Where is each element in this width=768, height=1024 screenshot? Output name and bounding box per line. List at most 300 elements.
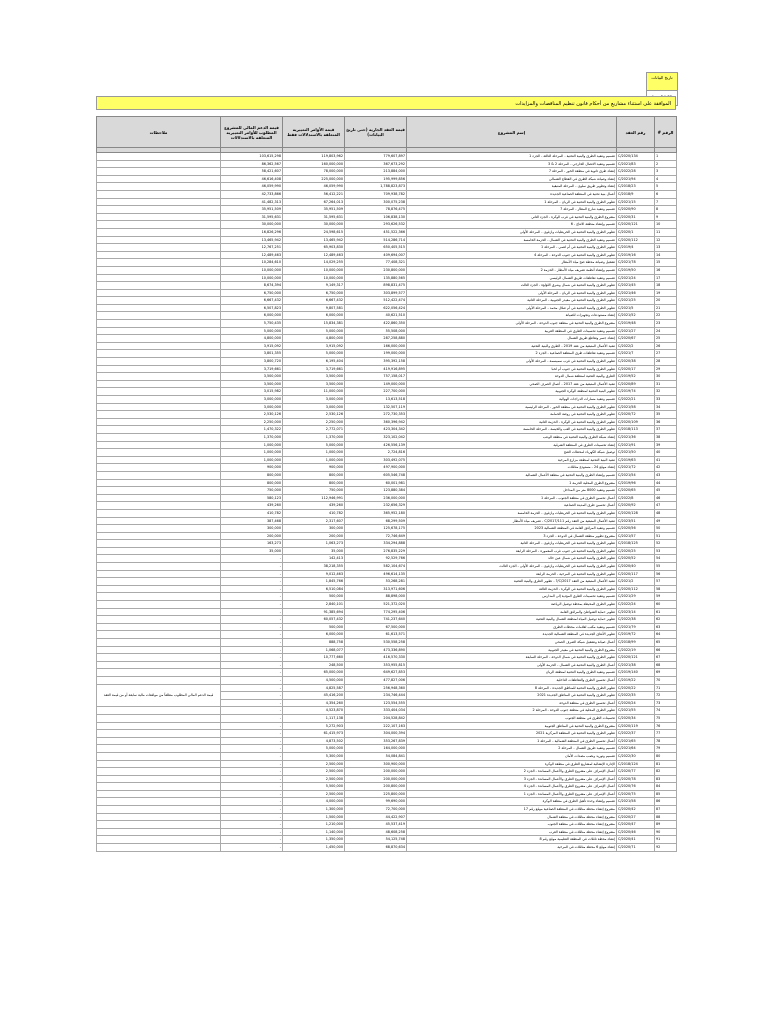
table-row xyxy=(97,228,677,236)
table-row xyxy=(97,160,677,168)
urgent-needs-cell: 3,915,092 xyxy=(283,342,345,350)
notes-cell xyxy=(97,745,221,753)
row-number-cell: 47 xyxy=(655,502,677,510)
project-name-cell: مشروع الطرق المحلية الحزمة 1 xyxy=(407,479,617,487)
row-number-cell: 34 xyxy=(655,403,677,411)
table-row xyxy=(97,289,677,297)
notes-cell xyxy=(97,836,221,844)
row-number-cell: 62 xyxy=(655,616,677,624)
table-row xyxy=(97,684,677,692)
urgent-needs-cell: 142,413 xyxy=(283,555,345,563)
financial-support-cell: - xyxy=(221,578,283,586)
row-number-cell: 67 xyxy=(655,654,677,662)
row-number-cell: 10 xyxy=(655,221,677,229)
contract-ref-cell: C/2021/58 xyxy=(617,403,655,411)
urgent-needs-cell: 2,317,607 xyxy=(283,517,345,525)
financial-support-cell: - xyxy=(221,601,283,609)
notes-cell xyxy=(97,244,221,252)
table-row xyxy=(97,714,677,722)
financial-support-cell: 1,000,000 xyxy=(221,449,283,457)
contract-value-cell: 497,900,000 xyxy=(345,464,407,472)
contract-ref-cell: C/2020/109 xyxy=(617,418,655,426)
table-row xyxy=(97,547,677,555)
header-contract-value: قيمة العقد الجارية (حتى تاريخ البيانات) xyxy=(345,117,407,148)
row-number-cell: 35 xyxy=(655,411,677,419)
contract-value-cell: 227,700,000 xyxy=(345,388,407,396)
contract-ref-cell: C/2018/99 xyxy=(617,639,655,647)
project-name-cell: إنشاء محطة ناقلات في المنطقة التعليمية موقع رقم 8 xyxy=(407,836,617,844)
urgent-needs-cell: 6,000,000 xyxy=(283,312,345,320)
financial-support-cell: 900,000 xyxy=(221,464,283,472)
notes-cell xyxy=(97,608,221,616)
urgent-needs-cell: 5,272,903 xyxy=(283,722,345,730)
contract-value-cell: 422,860,350 xyxy=(345,320,407,328)
notes-cell xyxy=(97,228,221,236)
table-row xyxy=(97,350,677,358)
financial-support-cell: - xyxy=(221,730,283,738)
contract-value-cell: 88,898,000 xyxy=(345,593,407,601)
contract-value-cell: 200,000,000 xyxy=(345,775,407,783)
financial-support-cell: - xyxy=(221,707,283,715)
contract-ref-cell: C/2020/27 xyxy=(617,813,655,821)
notes-cell xyxy=(97,251,221,259)
project-name-cell: تطوير الطرق والبنية التحتية في الريان - المرحلة الأولى xyxy=(407,289,617,297)
urgent-needs-cell: 300,000 xyxy=(283,525,345,533)
financial-support-cell: 300,000 xyxy=(221,525,283,533)
row-number-cell: 65 xyxy=(655,639,677,647)
urgent-needs-cell: 500,000 xyxy=(283,623,345,631)
project-name-cell: إنشاء شبكة الطرق والبنية التحتية في منطقة الوعب xyxy=(407,433,617,441)
project-name-cell: تنفيذ الأعمال المتبقية من العقد رقم C/2017/111 - تصريف مياه الأمطار xyxy=(407,517,617,525)
table-row xyxy=(97,244,677,252)
row-number-cell: 52 xyxy=(655,540,677,548)
notes-cell xyxy=(97,342,221,350)
notes-cell xyxy=(97,175,221,183)
contract-value-cell: 473,336,890 xyxy=(345,646,407,654)
notes-cell xyxy=(97,320,221,328)
urgent-needs-cell: 900,000 xyxy=(283,464,345,472)
contract-ref-cell: C/2022/35 xyxy=(617,692,655,700)
contract-value-cell: 164,000,000 xyxy=(345,745,407,753)
project-name-cell: تصميم وتنفيذ الطرق والبنية التحتية في الشمال - الحزمة الخامسة xyxy=(407,236,617,244)
financial-support-cell: 800,000 xyxy=(221,471,283,479)
contract-value-cell: 409,694,007 xyxy=(345,251,407,259)
project-name-cell: إنشاء طرق ثانوية في منطقة الخور - المرحلة 7 xyxy=(407,168,617,176)
row-number-cell: 25 xyxy=(655,335,677,343)
row-number-cell: 45 xyxy=(655,487,677,495)
financial-support-cell: - xyxy=(221,684,283,692)
contract-value-cell: 423,304,342 xyxy=(345,426,407,434)
contract-value-cell: 125,678,175 xyxy=(345,525,407,533)
contract-ref-cell: C/2020/34 xyxy=(617,714,655,722)
notes-cell xyxy=(97,441,221,449)
contract-ref-cell: C/2018/125 xyxy=(617,540,655,548)
project-name-cell: تطوير الطرق والبنية التحتية في شمال الدوحة - المرحلة السابعة xyxy=(407,654,617,662)
financial-support-cell: - xyxy=(221,676,283,684)
urgent-needs-cell: 439,260 xyxy=(283,502,345,510)
notes-cell xyxy=(97,532,221,540)
notes-cell xyxy=(97,752,221,760)
table-row xyxy=(97,266,677,274)
project-name-cell: مشروع إنشاء محطة مناقلات في منطقة الجنوب xyxy=(407,821,617,829)
urgent-needs-cell: 2,500,000 xyxy=(283,790,345,798)
table-row xyxy=(97,342,677,350)
contract-ref-cell: C/2021/25 xyxy=(617,297,655,305)
contract-ref-cell: C/2021/38 xyxy=(617,661,655,669)
contract-value-cell: 353,955,815 xyxy=(345,661,407,669)
table-row xyxy=(97,403,677,411)
contract-ref-cell: C/2019/48 xyxy=(617,320,655,328)
notes-cell xyxy=(97,646,221,654)
contract-ref-cell: C/2020/47 xyxy=(617,821,655,829)
table-row xyxy=(97,813,677,821)
urgent-needs-cell: 35,951,509 xyxy=(283,206,345,214)
urgent-needs-cell: 2,530,126 xyxy=(283,411,345,419)
contract-value-cell: 132,507,119 xyxy=(345,403,407,411)
financial-support-cell: 1,000,000 xyxy=(221,441,283,449)
table-row xyxy=(97,790,677,798)
notes-cell xyxy=(97,183,221,191)
urgent-needs-cell: 9,149,317 xyxy=(283,282,345,290)
urgent-needs-cell: 1,117,138 xyxy=(283,714,345,722)
urgent-needs-cell: 30,000,000 xyxy=(283,221,345,229)
table-row xyxy=(97,259,677,267)
financial-support-cell: 30,000,000 xyxy=(221,221,283,229)
table-row xyxy=(97,168,677,176)
contract-value-cell: 304,000,394 xyxy=(345,730,407,738)
contract-ref-cell: C/2022/8 xyxy=(617,494,655,502)
financial-support-cell: - xyxy=(221,760,283,768)
contract-ref-cell: C/2021/64 xyxy=(617,745,655,753)
row-number-cell: 32 xyxy=(655,388,677,396)
table-row xyxy=(97,183,677,191)
contract-value-cell: 213,884,000 xyxy=(345,168,407,176)
contract-ref-cell: C/2020/89 xyxy=(617,380,655,388)
financial-support-cell: - xyxy=(221,593,283,601)
table-row xyxy=(97,768,677,776)
urgent-needs-cell: 12,489,463 xyxy=(283,251,345,259)
header-urgent-needs: قيمة الأوامر التغييرية المتعلقة بالاستدلالات فقط xyxy=(283,117,345,148)
contract-value-cell: 200,800,000 xyxy=(345,783,407,791)
urgent-needs-cell: 5,000,000 xyxy=(283,327,345,335)
projects-table xyxy=(96,116,677,852)
contract-ref-cell: C/2021/54 xyxy=(617,471,655,479)
contract-value-cell: 61,613,571 xyxy=(345,631,407,639)
financial-support-cell: 580,123 xyxy=(221,494,283,502)
contract-value-cell: 195,999,856 xyxy=(345,175,407,183)
row-number-cell: 46 xyxy=(655,494,677,502)
contract-ref-cell: C/2021/57 xyxy=(617,532,655,540)
notes-cell xyxy=(97,616,221,624)
project-name-cell: أعمال الطرق والبنية التحتية في الشمال - الحزمة الأولى xyxy=(407,661,617,669)
contract-value-cell: 622,056,424 xyxy=(345,304,407,312)
row-number-cell: 3 xyxy=(655,168,677,176)
project-name-cell: الطرق والبنية التحتية لمنطقة شمال الدوحة xyxy=(407,373,617,381)
urgent-needs-cell: 5,000,000 xyxy=(283,745,345,753)
row-number-cell: 13 xyxy=(655,244,677,252)
contract-value-cell: 54,084,841 xyxy=(345,752,407,760)
notes-cell xyxy=(97,213,221,221)
contract-value-cell: 225,800,000 xyxy=(345,790,407,798)
contract-value-cell: 300,900,000 xyxy=(345,760,407,768)
contract-ref-cell: C/2020/17 xyxy=(617,365,655,373)
notes-cell xyxy=(97,327,221,335)
project-name-cell: تصميم وتوريد ونصب مصدات الأمان xyxy=(407,752,617,760)
notes-cell xyxy=(97,396,221,404)
contract-value-cell: 200,000,000 xyxy=(345,768,407,776)
financial-support-cell: 35,951,509 xyxy=(221,206,283,214)
contract-ref-cell: C/2021/15 xyxy=(617,198,655,206)
header-name: إسم المشروع xyxy=(407,117,617,148)
urgent-needs-cell: 4,873,502 xyxy=(283,737,345,745)
contract-value-cell: 395,392,158 xyxy=(345,358,407,366)
row-number-cell: 68 xyxy=(655,661,677,669)
notes-cell xyxy=(97,661,221,669)
notes-cell xyxy=(97,304,221,312)
row-number-cell: 87 xyxy=(655,806,677,814)
notes-cell xyxy=(97,426,221,434)
row-number-cell: 29 xyxy=(655,365,677,373)
row-number-cell: 15 xyxy=(655,259,677,267)
contract-ref-cell: C/2020/41 xyxy=(617,836,655,844)
contract-ref-cell: C/2019/22 xyxy=(617,676,655,684)
row-number-cell: 64 xyxy=(655,631,677,639)
urgent-needs-cell: 1,370,000 xyxy=(283,433,345,441)
financial-support-cell: 12,489,463 xyxy=(221,251,283,259)
financial-support-cell: 1,470,322 xyxy=(221,426,283,434)
urgent-needs-cell: 2,500,000 xyxy=(283,768,345,776)
contract-ref-cell: C/2018/23 xyxy=(617,183,655,191)
project-name-cell: تطوير الطرق والبنية التحتية في شمال عين خالد xyxy=(407,555,617,563)
financial-support-cell: 10,000,000 xyxy=(221,274,283,282)
contract-ref-cell: C/2021/55 xyxy=(617,707,655,715)
financial-support-cell: - xyxy=(221,844,283,852)
row-number-cell: 40 xyxy=(655,449,677,457)
contract-ref-cell: C/2019/16 xyxy=(617,251,655,259)
financial-support-cell: 5,000,000 xyxy=(221,327,283,335)
row-number-cell: 8 xyxy=(655,206,677,214)
contract-ref-cell: C/2020/72 xyxy=(617,411,655,419)
project-name-cell: تصميم وتنفيذ طريق الشمال - المرحلة 2 xyxy=(407,745,617,753)
contract-value-cell: 92,529,766 xyxy=(345,555,407,563)
notes-cell xyxy=(97,631,221,639)
project-name-cell: تطوير الطرق والبنية التحتية في المنطقة المركزية 2021 xyxy=(407,730,617,738)
financial-support-cell: 387,468 xyxy=(221,517,283,525)
financial-support-cell: - xyxy=(221,699,283,707)
table-row xyxy=(97,312,677,320)
project-name-cell: تطوير الطرق والبنية التحتية في شمال وشرق اللؤلؤة - الجزء الثالث xyxy=(407,282,617,290)
row-number-cell: 5 xyxy=(655,183,677,191)
report-date-label: تاريخ البيانات xyxy=(647,73,677,91)
urgent-needs-cell: 15,834,381 xyxy=(283,320,345,328)
urgent-needs-cell: 6,750,000 xyxy=(283,289,345,297)
table-row xyxy=(97,798,677,806)
project-name-cell: أعمال الإشراف على مشروع الطرق والأعمال المساندة - الجزء 4 xyxy=(407,783,617,791)
financial-support-cell: - xyxy=(221,768,283,776)
urgent-needs-cell: 410,782 xyxy=(283,509,345,517)
financial-support-cell: 439,260 xyxy=(221,502,283,510)
row-number-cell: 26 xyxy=(655,342,677,350)
project-name-cell: إنشاء موقع 24 - مستودع مناقلات xyxy=(407,464,617,472)
table-row xyxy=(97,844,677,852)
urgent-needs-cell: 800,000 xyxy=(283,479,345,487)
project-name-cell: أعمال الإشراف على مشروع الطرق والأعمال المساندة - الجزء 1 xyxy=(407,790,617,798)
contract-value-cell: 365,952,180 xyxy=(345,509,407,517)
urgent-needs-cell: 1,063,273 xyxy=(283,540,345,548)
contract-ref-cell: C/2021/50 xyxy=(617,449,655,457)
notes-cell xyxy=(97,190,221,198)
project-name-cell: تصميم وتنفيذ مكتب لعلامات محطات الطرق xyxy=(407,623,617,631)
notes-cell xyxy=(97,350,221,358)
financial-support-cell: 410,782 xyxy=(221,509,283,517)
project-name-cell: أعمال تحسين طرق المدينة الصناعية xyxy=(407,502,617,510)
urgent-needs-cell: 800,000 xyxy=(283,471,345,479)
contract-value-cell: 67,500,000 xyxy=(345,623,407,631)
table-row xyxy=(97,555,677,563)
contract-ref-cell: C/2019/4 xyxy=(617,244,655,252)
table-row xyxy=(97,418,677,426)
row-number-cell: 78 xyxy=(655,737,677,745)
project-name-cell: تطوير الطرق والبنية التحتية في الوكرة - الحزمة الثالثة xyxy=(407,585,617,593)
financial-support-cell: 8,674,394 xyxy=(221,282,283,290)
project-name-cell: تطوير الطرق والبنية التحتية في منطقة الخور - المرحلة الرئيسية xyxy=(407,403,617,411)
table-row xyxy=(97,282,677,290)
contract-ref-cell: C/2022/21 xyxy=(617,396,655,404)
financial-support-cell: - xyxy=(221,585,283,593)
project-name-cell: تنفيذ الأعمال المتبقية من عقد 2017 - أعمال الصرف الصحي xyxy=(407,380,617,388)
project-name-cell: تطوير الطرق والبنية التحتية في الخريطيات وازغوى - المرحلة الأولى - الجزء الثالث xyxy=(407,563,617,571)
urgent-needs-cell: 1,000,000 xyxy=(283,456,345,464)
notes-cell xyxy=(97,471,221,479)
notes-cell xyxy=(97,790,221,798)
project-name-cell: تطوير الطرق والبنية التحتية في المناطق الجديدة 2021 xyxy=(407,692,617,700)
project-name-cell: تصميم وتنفيذ 8000 متر من المداخل xyxy=(407,487,617,495)
row-number-cell: 70 xyxy=(655,676,677,684)
notes-cell xyxy=(97,487,221,495)
project-name-cell: تطوير الأنفاق الجديدة في المنطقة الشمالية الجديدة xyxy=(407,631,617,639)
notes-cell xyxy=(97,494,221,502)
contract-value-cell: 582,104,674 xyxy=(345,563,407,571)
table-row xyxy=(97,206,677,214)
financial-support-cell: 3,000,000 xyxy=(221,396,283,404)
table-row xyxy=(97,433,677,441)
contract-value-cell: 78,876,475 xyxy=(345,206,407,214)
financial-support-cell: 3,500,000 xyxy=(221,380,283,388)
contract-value-cell: 276,835,229 xyxy=(345,547,407,555)
header-ref: رقم العقد xyxy=(617,117,655,148)
urgent-needs-cell: 225,000,000 xyxy=(283,175,345,183)
table-row xyxy=(97,737,677,745)
contract-value-cell: 313,971,606 xyxy=(345,585,407,593)
table-row xyxy=(97,509,677,517)
row-number-cell: 74 xyxy=(655,707,677,715)
financial-support-cell: 10,284,610 xyxy=(221,259,283,267)
urgent-needs-cell: 1,000,000 xyxy=(283,449,345,457)
financial-support-cell: 2,250,000 xyxy=(221,418,283,426)
urgent-needs-cell: 888,758 xyxy=(283,639,345,647)
table-row xyxy=(97,616,677,624)
urgent-needs-cell: 10,777,660 xyxy=(283,654,345,662)
row-number-cell: 83 xyxy=(655,775,677,783)
contract-ref-cell: C/2020/75 xyxy=(617,790,655,798)
notes-cell xyxy=(97,456,221,464)
row-number-cell: 2 xyxy=(655,160,677,168)
table-row xyxy=(97,836,677,844)
urgent-needs-cell: 24,598,615 xyxy=(283,228,345,236)
table-row xyxy=(97,153,677,161)
notes-cell xyxy=(97,433,221,441)
financial-support-cell: - xyxy=(221,555,283,563)
urgent-needs-cell: 3,500,000 xyxy=(283,380,345,388)
contract-ref-cell: C/2019/140 xyxy=(617,669,655,677)
notes-cell xyxy=(97,585,221,593)
table-header-row xyxy=(97,117,677,148)
notes-cell xyxy=(97,798,221,806)
contract-ref-cell: C/2021/27 xyxy=(617,327,655,335)
urgent-needs-cell: 3,000,000 xyxy=(283,396,345,404)
financial-support-cell: - xyxy=(221,737,283,745)
table-row xyxy=(97,335,677,343)
project-name-cell: الإدارة الإنشائية لمشاريع الطرق في منطقة الوكرة xyxy=(407,760,617,768)
contract-ref-cell: C/2021/91 xyxy=(617,441,655,449)
project-name-cell: تطوير الطرق والبنية التحتية في المرخية - الحزمة الرابعة xyxy=(407,570,617,578)
urgent-needs-cell: 3,000,000 xyxy=(283,403,345,411)
contract-ref-cell: C/2021/94 xyxy=(617,175,655,183)
contract-value-cell: 353,267,839 xyxy=(345,737,407,745)
row-number-cell: 66 xyxy=(655,646,677,654)
contract-value-cell: 514,286,714 xyxy=(345,236,407,244)
table-row xyxy=(97,631,677,639)
project-name-cell: أعمال تحسين الطرق في المنطقة الشمالية - المرحلة 1 xyxy=(407,737,617,745)
contract-value-cell: 60,001,981 xyxy=(345,479,407,487)
contract-value-cell: 44,422,907 xyxy=(345,813,407,821)
project-name-cell: تطوير حماية الشواطئ والمرافق العامة xyxy=(407,608,617,616)
project-name-cell: مشروع الطرق والبنية التحتية في غرب الوكرة - الجزء الثاني xyxy=(407,213,617,221)
contract-ref-cell: C/2020/67 xyxy=(617,335,655,343)
project-name-cell: تطوير الطرق والبنية التحتية في جنوب غرب المعمورة - المرحلة الرابعة xyxy=(407,547,617,555)
row-number-cell: 61 xyxy=(655,608,677,616)
contract-ref-cell: C/2020/112 xyxy=(617,585,655,593)
contract-ref-cell: C/2020/65 xyxy=(617,487,655,495)
contract-ref-cell: C/2021/45 xyxy=(617,282,655,290)
contract-ref-cell: C/2020/25 xyxy=(617,547,655,555)
contract-value-cell: 72,700,000 xyxy=(345,806,407,814)
project-name-cell: مشروع الطرق والبنية التحتية في منطقة جنوب الدوحة - المرحلة الأولى xyxy=(407,320,617,328)
project-name-cell: تطوير الطرق والبنية التحتية في الريان - المرحلة 1 xyxy=(407,198,617,206)
notes-cell xyxy=(97,768,221,776)
notes-cell xyxy=(97,783,221,791)
contract-ref-cell: C/2018/9 xyxy=(617,190,655,198)
notes-cell xyxy=(97,236,221,244)
project-name-cell: تصميم وتنفيذ الاتصال الخارجي - المرحلة 2 & 3 xyxy=(407,160,617,168)
financial-support-cell: - xyxy=(221,813,283,821)
urgent-needs-cell: 4,000,000 xyxy=(283,798,345,806)
contract-value-cell: 360,396,942 xyxy=(345,418,407,426)
contract-ref-cell: C/2021/78 xyxy=(617,259,655,267)
project-name-cell: مشروع الطرق والبنية التحتية في المناطق الجنوبية xyxy=(407,722,617,730)
contract-value-cell: 333,404,034 xyxy=(345,707,407,715)
contract-value-cell: 757,158,017 xyxy=(345,373,407,381)
project-name-cell: تصميم وتنفيذ تحسينات الطرق في المنطقة الغربية xyxy=(407,327,617,335)
notes-cell xyxy=(97,221,221,229)
row-number-cell: 89 xyxy=(655,821,677,829)
financial-support-cell: 800,000 xyxy=(221,479,283,487)
contract-ref-cell: C/2022/2 xyxy=(617,342,655,350)
urgent-needs-cell: 112,946,991 xyxy=(283,494,345,502)
table-row xyxy=(97,639,677,647)
table-row xyxy=(97,654,677,662)
project-name-cell: تطوير الطرق المحيطة بمحطة توصيل الرياضة xyxy=(407,601,617,609)
